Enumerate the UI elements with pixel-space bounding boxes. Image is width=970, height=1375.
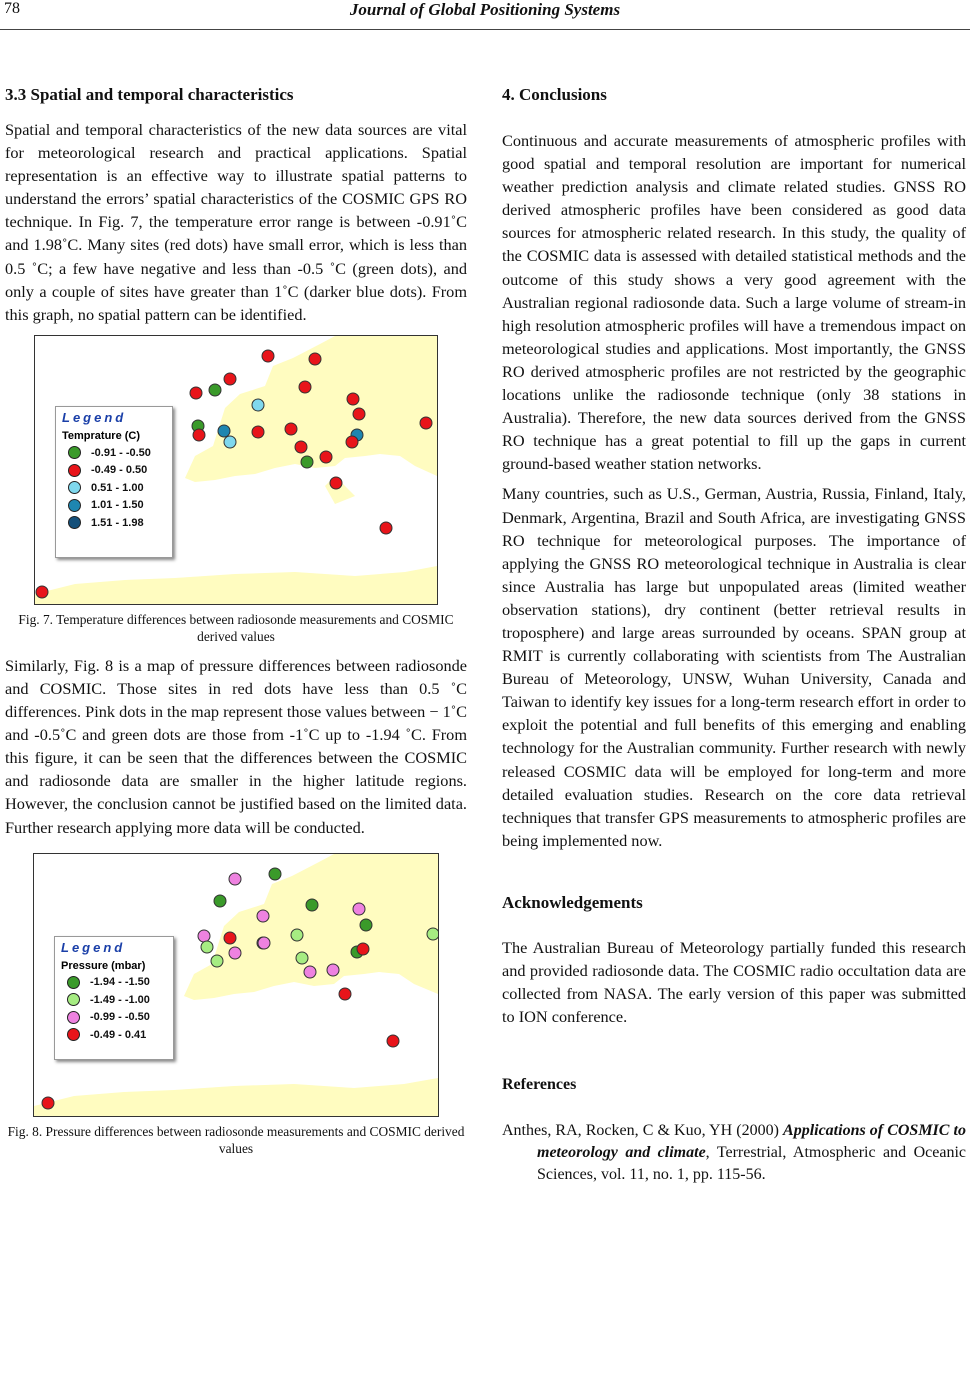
fig7-legend-entry — [68, 514, 172, 532]
reference-entry — [502, 1120, 966, 1186]
station-marker — [224, 436, 236, 448]
legend-dot-icon — [67, 1028, 80, 1041]
station-marker — [427, 928, 438, 940]
fig7-legend-title: Legend — [62, 409, 127, 425]
figure-8-caption: Fig. 8. Pressure differences between radiosonde measurements and COSMIC derived values — [7, 1123, 465, 1156]
station-marker — [252, 399, 264, 411]
station-marker — [229, 873, 241, 885]
legend-dot-icon — [68, 446, 81, 459]
station-marker — [258, 937, 270, 949]
station-marker — [285, 423, 297, 435]
journal-title: Journal of Global Positioning Systems — [349, 0, 621, 19]
fig7-legend-entry — [68, 479, 172, 497]
fig8-legend — [54, 936, 174, 1060]
station-marker — [339, 988, 351, 1000]
fig7-legend — [55, 406, 173, 558]
station-marker — [193, 429, 205, 441]
station-marker — [420, 417, 432, 429]
legend-dot-icon — [68, 516, 81, 529]
figure-7-caption: Fig. 7. Temperature differences between radiosonde measurements and COSMIC derived values — [18, 611, 454, 644]
station-marker — [360, 919, 372, 931]
station-marker — [306, 899, 318, 911]
legend-dot-icon — [67, 1011, 80, 1024]
fig8-legend-entry — [67, 974, 173, 992]
station-marker — [229, 947, 241, 959]
station-marker — [330, 477, 342, 489]
station-marker — [327, 964, 339, 976]
station-marker — [224, 932, 236, 944]
acknowledgements-heading: Acknowledgements — [502, 892, 643, 912]
station-marker — [224, 373, 236, 385]
station-marker — [190, 387, 202, 399]
header-rule — [0, 29, 970, 30]
station-marker — [198, 930, 210, 942]
station-marker — [42, 1097, 54, 1109]
legend-dot-icon — [68, 464, 81, 477]
paragraph-pressure: Similarly, Fig. 8 is a map of pressure differences between radiosonde and COSMIC. Those sites in red dots have less than 0.5 ˚C differences. Pink dots in the map represent those values between − 1˚C and -0.5˚C and green dots are those from -1˚C up to -1.94 ˚C. From this figure, it can be seen that the differences between the COSMIC and radiosonde data are smaller in the higher latitude regions. However, the conclusion cannot be justified based on the limited data. Further research applying more data will be conducted. — [5, 655, 467, 837]
station-marker — [36, 586, 48, 598]
station-marker — [296, 952, 308, 964]
station-marker — [353, 408, 365, 420]
fig8-legend-entry — [67, 1009, 173, 1027]
station-marker — [214, 895, 226, 907]
right-column — [502, 84, 966, 1186]
fig7-legend-entry — [68, 461, 172, 479]
station-marker — [346, 436, 358, 448]
reference-authors: Anthes, RA, Rocken, C & Kuo, YH (2000) — [502, 1122, 784, 1140]
station-marker — [309, 353, 321, 365]
fig8-legend-subtitle: Pressure (mbar) — [61, 959, 146, 972]
fig7-legend-label: 1.01 - 1.50 — [91, 499, 144, 512]
fig7-legend-label: -0.91 - -0.50 — [91, 446, 151, 459]
station-marker — [301, 456, 313, 468]
station-marker — [201, 941, 213, 953]
station-marker — [211, 955, 223, 967]
fig8-legend-title: Legend — [61, 939, 126, 955]
station-marker — [357, 943, 369, 955]
station-marker — [262, 350, 274, 362]
conclusions-paragraph-1: Continuous and accurate measurements of atmospheric profiles with good spatial and temporal resolution are important for numerical weather prediction analysis and climate related studies. GNSS RO derived atmospheric profiles have been considered as good data sources for atmospheric related research. In this study, the quality of the COSMIC data is assessed with detailed statistical methods and the outcome of this study shows a very good agreement with the Australian regional radiosonde data. Such a large volume of stream-in high resolution atmospheric profiles will have a tremendous impact on meteorological studies and applications. Most importantly, the GNSS RO derived atmospheric profiles are not restricted by the geographic locations unlike the radiosonde technique (only 38 stations in Australia). Therefore, the new data sources derived from the GNSS RO technique has a great potential to fill up the gaps in current ground-based weather station networks. — [502, 131, 966, 474]
station-marker — [269, 868, 281, 880]
south-coast-land — [35, 566, 437, 604]
page-number: 78 — [4, 0, 20, 17]
fig8-legend-label: -1.94 - -1.50 — [90, 976, 150, 989]
fig7-legend-label: 0.51 - 1.00 — [91, 481, 144, 494]
legend-dot-icon — [68, 481, 81, 494]
legend-dot-icon — [67, 993, 80, 1006]
station-marker — [252, 426, 264, 438]
station-marker — [218, 425, 230, 437]
fig8-legend-label: -0.99 - -0.50 — [90, 1011, 150, 1024]
fig7-legend-label: 1.51 - 1.98 — [91, 516, 144, 529]
left-column — [5, 84, 467, 1166]
fig8-legend-label: -0.49 - 0.41 — [90, 1028, 147, 1041]
conclusions-paragraph-2: Many countries, such as U.S., German, Austria, Russia, Finland, Italy, Denmark, Argentina, Brazil and South Africa, are investigating GNSS RO technique for meteorological purposes. The importance of applying the GNSS RO meteorological technique in Australia is clear since Australia has large but unpopulated areas (limited weather observation stations), dry continent (better retrieval results in troposphere) and large areas surrounded by oceans. SPAN group at RMIT is currently collaborating with scientists from The Australian Bureau of Meteorology, UNSW, Wuhan University, Canada and Taiwan to identify key issues for a long-term research effort in order to exploit the potential and full benefits of this emerging and enabling technology for the Australian community. Further research with newly released COSMIC data will be employed for long-term and more detailed evaluation studies. Research on the core data retrieval techniques that transfer GPS measurements to atmospheric profiles are being implemented now. — [502, 484, 966, 850]
fig7-legend-subtitle: Temprature (C) — [62, 429, 141, 442]
acknowledgements-paragraph: The Australian Bureau of Meteorology partially funded this research and provided radiosonde data. The COSMIC radio occultation data are collected from NASA. The early version of this paper was submitted to ION conference. — [502, 937, 966, 1027]
figure-8-map — [33, 853, 439, 1117]
references-heading: References — [502, 1076, 577, 1094]
fig8-legend-entry — [67, 991, 173, 1009]
station-marker — [353, 903, 365, 915]
figure-7-map — [34, 335, 438, 605]
legend-dot-icon — [67, 976, 80, 989]
section-heading-3-3: 3.3 Spatial and temporal characteristics — [5, 85, 294, 104]
fig7-legend-label: -0.49 - 0.50 — [91, 464, 148, 477]
station-marker — [299, 381, 311, 393]
south-coast-land — [34, 1078, 438, 1116]
fig8-legend-label: -1.49 - -1.00 — [90, 993, 150, 1006]
station-marker — [387, 1035, 399, 1047]
station-marker — [380, 522, 392, 534]
fig8-legend-entry — [67, 1026, 173, 1044]
station-marker — [257, 910, 269, 922]
paragraph-spatial: Spatial and temporal characteristics of the new data sources are vital for meteorological research and practical applications. Spatial representation is an effective way to illustrate spatial patterns to understand the errors’ spatial characteristics of the COSMIC GPS RO technique. In Fig. 7, the temperature error range is between -0.91˚C and 1.98˚C. Many sites (red dots) have small error, which is less than 0.5 ˚C; a few have negative and less than -0.5 ˚C (green dots), and only a couple of sites have greater than 1˚C (darker blue dots). From this graph, no spatial pattern can be identified. — [5, 120, 467, 324]
station-marker — [291, 929, 303, 941]
reference-title: Applications of COSMIC to meteorology and climate — [537, 1122, 966, 1162]
conclusions-heading: 4. Conclusions — [502, 85, 607, 104]
station-marker — [347, 393, 359, 405]
station-marker — [209, 384, 221, 396]
fig7-legend-entry — [68, 496, 172, 514]
station-marker — [295, 441, 307, 453]
station-marker — [320, 451, 332, 463]
station-marker — [304, 966, 316, 978]
reference-details: , Terrestrial, Atmospheric and Oceanic Sciences, vol. 11, no. 1, pp. 115-56. — [537, 1144, 966, 1184]
fig7-legend-entry — [68, 444, 172, 462]
legend-dot-icon — [68, 499, 81, 512]
